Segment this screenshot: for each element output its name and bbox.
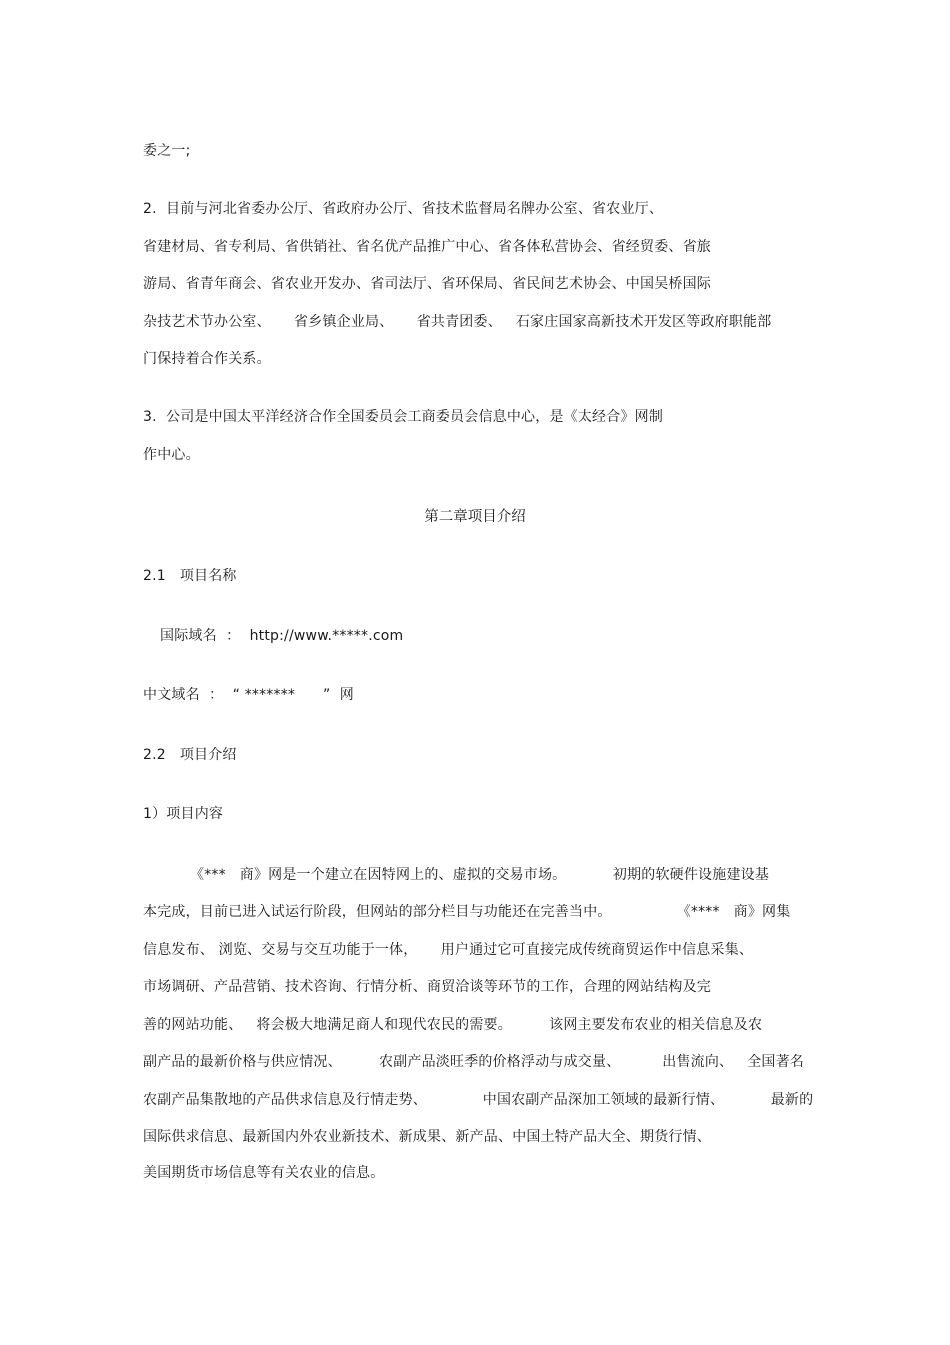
subsection-1-heading: 1）项目内容: [143, 806, 224, 822]
para-line-7: 农副产品集散地的产品供求信息及行情走势、 中国农副产品深加工领域的最新行情、 最新的: [143, 1092, 814, 1108]
intl-domain-line: 国际域名 ： http://www.*****.com: [160, 628, 404, 644]
para-line-9: 美国期货市场信息等有关农业的信息。: [143, 1165, 385, 1181]
para-line-2: 本完成，目前已进入试运行阶段，但网站的部分栏目与功能还在完善当中。 《**** 商》网集: [143, 904, 791, 920]
item2-line-3: 游局、省青年商会、省农业开发办、省司法厅、省环保局、省民间艺术协会、中国吴桥国际: [143, 276, 711, 292]
item2-line-1: 2. 目前与河北省委办公厅、省政府办公厅、省技术监督局名牌办公室、省农业厅、: [143, 201, 664, 217]
para-line-3: 信息发布、 浏览、交易与交互功能于一体， 用户通过它可直接完成传统商贸运作中信息采集、: [143, 942, 754, 958]
item2-line-4: 杂技艺术节办公室、 省乡镇企业局、 省共青团委、 石家庄国家高新技术开发区等政府职能部: [143, 314, 772, 330]
para-line-8: 国际供求信息、最新国内外农业新技术、新成果、新产品、中国土特产品大全、期货行情、: [143, 1129, 711, 1145]
cn-domain-line: 中文域名 ： “ ******* ” 网: [143, 687, 354, 703]
para-line-6: 副产品的最新价格与供应情况、 农副产品淡旺季的价格浮动与成交量、 出售流向、 全国著名: [143, 1054, 805, 1070]
item3-line-2: 作中心。: [143, 447, 200, 463]
item3-line-1: 3. 公司是中国太平洋经济合作全国委员会工商委员会信息中心，是《太经合》网制: [143, 409, 664, 425]
para-line-5: 善的网站功能、 将会极大地满足商人和现代农民的需要。 该网主要发布农业的相关信息及农: [143, 1017, 763, 1033]
intro-line-1: 委之一;: [143, 143, 191, 159]
item2-line-2: 省建材局、省专利局、省供销社、省名优产品推广中心、省各体私营协会、省经贸委、省旅: [143, 239, 711, 255]
chapter-title: 第二章项目介绍: [424, 509, 526, 525]
section-2-2-heading: 2.2 项目介绍: [143, 747, 237, 763]
item2-line-5: 门保持着合作关系。: [143, 351, 271, 367]
para-line-1: 《*** 商》网是一个建立在因特网上的、虚拟的交易市场。 初期的软硬件设施建设基: [190, 867, 770, 883]
section-2-1-heading: 2.1 项目名称: [143, 568, 237, 584]
para-line-4: 市场调研、产品营销、技术咨询、行情分析、商贸洽谈等环节的工作，合理的网站结构及完: [143, 979, 711, 995]
